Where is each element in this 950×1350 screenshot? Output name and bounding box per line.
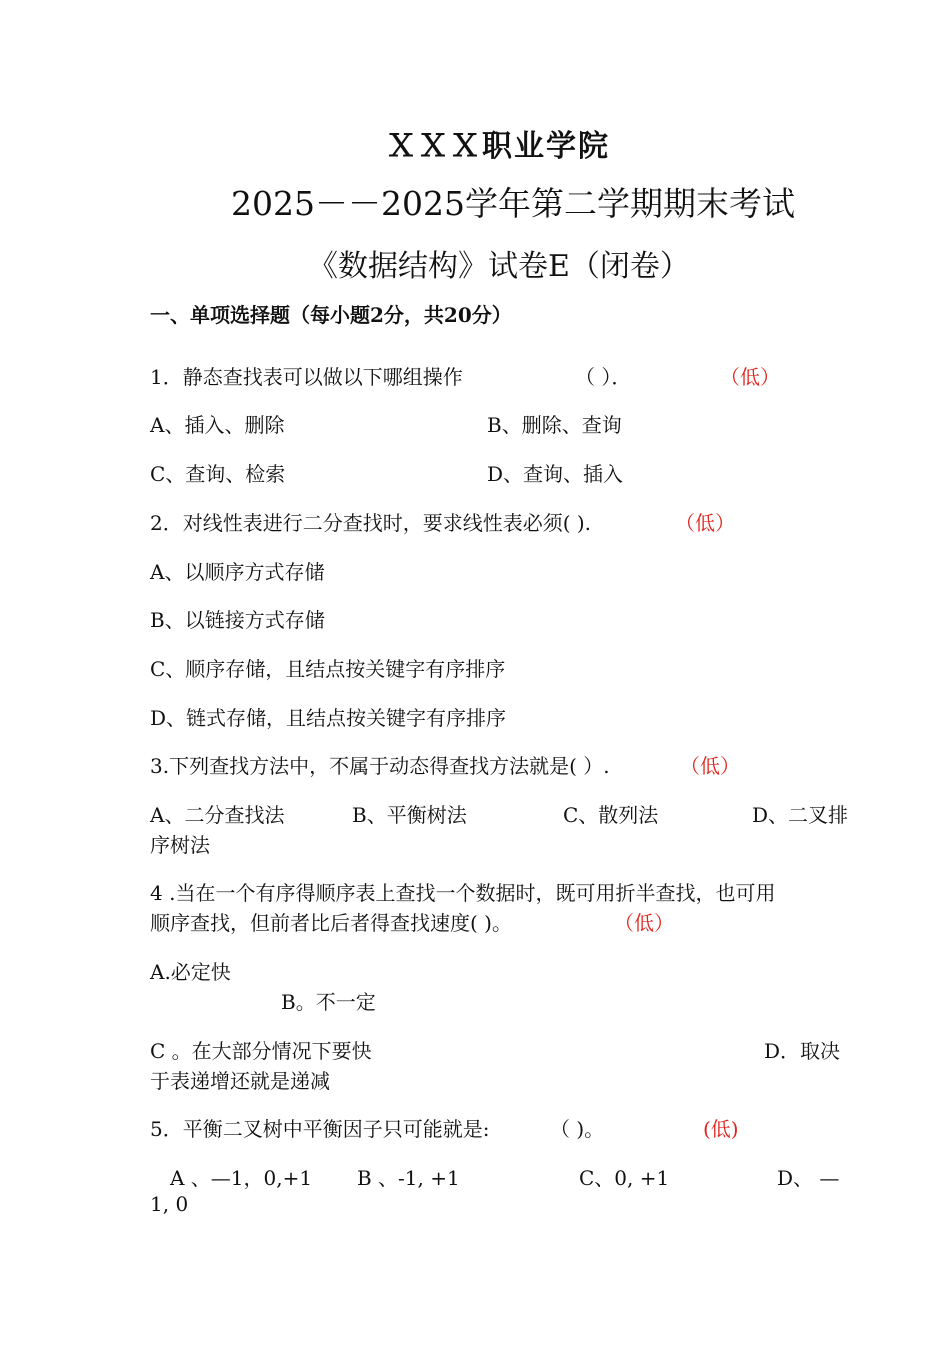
- question-4-option-c: C 。在大部分情况下要快: [150, 1039, 372, 1063]
- question-3-option-c: C、散列法: [563, 803, 659, 827]
- section-heading: 一、单项选择题（每小题2分，共20分）: [150, 303, 512, 327]
- question-5-difficulty: (低): [703, 1117, 739, 1141]
- question-3-option-d: D、二叉排: [752, 803, 849, 827]
- question-2-option-d: D、链式存储，且结点按关键字有序排序: [150, 706, 507, 730]
- exam-title: 2025－－2025学年第二学期期末考试: [231, 184, 795, 223]
- question-2-option-b: B、以链接方式存储: [150, 608, 325, 632]
- question-1-blank: （ ）．: [575, 365, 632, 389]
- school-name: ＸＸＸ职业学院: [386, 129, 610, 164]
- question-3-option-b: B、平衡树法: [352, 803, 467, 827]
- question-3-stem: 3.下列查找方法中，不属于动态得查找方法就是( ）.: [150, 754, 610, 778]
- question-4-stem-line-1: 4 .当在一个有序得顺序表上查找一个数据时，既可用折半查找，也可用: [150, 881, 776, 905]
- question-5-option-a: A 、—1，0,+1: [170, 1166, 313, 1190]
- question-5-option-b: B 、-1, +1: [357, 1166, 460, 1190]
- question-2-difficulty: （低）: [675, 511, 735, 535]
- question-2-option-a: A、以顺序方式存储: [150, 560, 325, 584]
- question-3-option-a: A、二分查找法: [150, 803, 285, 827]
- question-4-option-b: B。不一定: [281, 990, 376, 1014]
- question-1-stem: 1．静态查找表可以做以下哪组操作: [150, 365, 463, 389]
- question-3-option-d-continued: 序树法: [150, 833, 210, 857]
- question-1-option-d: D、查询、插入: [487, 462, 624, 486]
- question-4-stem-line-2: 顺序查找，但前者比后者得查找速度( )。: [150, 911, 512, 935]
- question-5-option-d-continued: 1, 0: [150, 1192, 189, 1216]
- question-2-option-c: C、顺序存储，且结点按关键字有序排序: [150, 657, 506, 681]
- question-4-option-a: A.必定快: [150, 960, 231, 984]
- question-4-option-d: D．取决: [764, 1039, 841, 1063]
- question-5-option-d: D、 —: [777, 1166, 840, 1190]
- question-2-stem: 2．对线性表进行二分查找时，要求线性表必须( ).: [150, 511, 592, 535]
- question-1-difficulty: （低）: [720, 365, 780, 389]
- question-3-difficulty: （低）: [680, 754, 740, 778]
- question-1-option-a: A、插入、删除: [150, 413, 285, 437]
- question-4-difficulty: （低）: [614, 911, 674, 935]
- question-1-option-b: B、删除、查询: [487, 413, 622, 437]
- question-1-option-c: C、查询、检索: [150, 462, 286, 486]
- question-4-option-d-continued: 于表递增还就是递减: [150, 1069, 330, 1093]
- question-5-option-c: C、0, +1: [579, 1166, 670, 1190]
- paper-title: 《数据结构》试卷E（闭卷）: [308, 249, 690, 284]
- question-5-stem: 5．平衡二叉树中平衡因子只可能就是:: [150, 1117, 490, 1141]
- question-5-blank: （ )。: [550, 1117, 605, 1141]
